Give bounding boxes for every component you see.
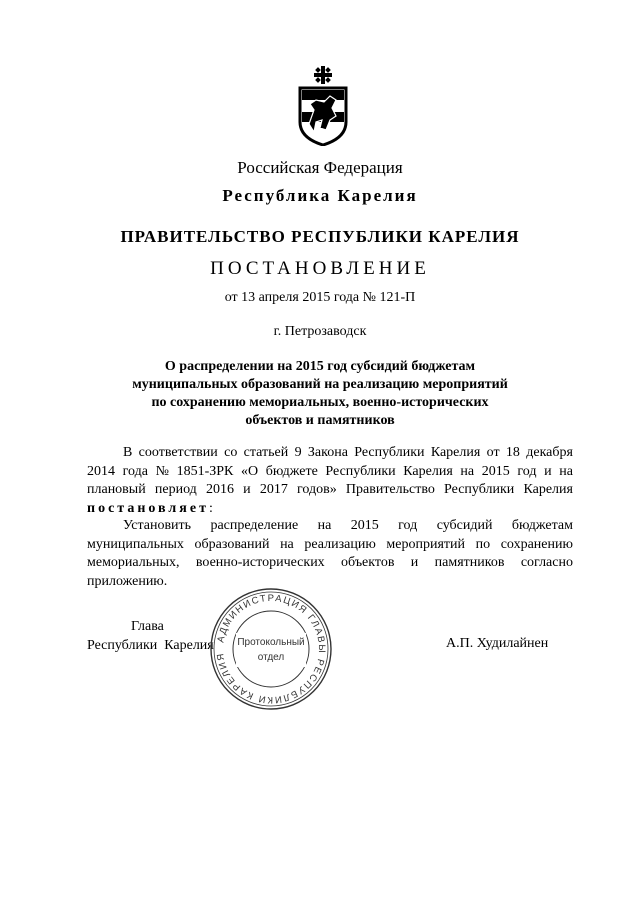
- word: «О: [241, 463, 259, 479]
- word: 9: [294, 445, 302, 460]
- word: Карелия: [403, 463, 453, 479]
- word: на: [559, 463, 573, 479]
- paragraph-line: [87, 444, 573, 463]
- subject-line: по сохранению мемориальных, военно-исторических: [151, 395, 489, 410]
- body-paragraph-2: [87, 517, 573, 591]
- document-city: г. Петрозаводск: [273, 324, 367, 339]
- word: Правительство: [345, 482, 435, 497]
- word: год: [517, 463, 537, 479]
- word: образований: [194, 536, 270, 552]
- word: Закона: [307, 445, 348, 460]
- paragraph-line: [87, 500, 573, 519]
- word: на: [280, 536, 294, 552]
- word: со: [224, 445, 238, 460]
- word: и: [243, 482, 251, 497]
- word: мероприятий: [386, 536, 465, 552]
- word: от: [486, 445, 500, 460]
- word: годов»: [296, 482, 337, 497]
- word: и: [410, 555, 419, 570]
- government-title: ПРАВИТЕЛЬСТВО РЕСПУБЛИКИ КАРЕЛИЯ: [120, 227, 520, 246]
- word: Республики: [444, 482, 515, 497]
- paragraph-line: [87, 536, 573, 555]
- word: реализацию: [304, 536, 376, 552]
- paragraph-line: [87, 517, 573, 536]
- stamp-center-line: отдел: [257, 652, 285, 663]
- subject-line: муниципальных образований на реализацию мероприятий: [132, 377, 508, 392]
- word: и: [544, 463, 552, 479]
- word: 2014: [87, 463, 115, 479]
- word: согласно: [520, 555, 573, 570]
- word: период: [154, 482, 197, 497]
- paragraph-line: [87, 463, 573, 482]
- word: год: [398, 518, 418, 533]
- word: №: [155, 463, 169, 479]
- word: военно-исторических: [195, 555, 325, 570]
- signatory-name: А.П. Худилайнен: [446, 636, 549, 651]
- word: по: [475, 536, 491, 552]
- word: 1851-ЗРК: [176, 463, 234, 479]
- word: мемориальных,: [87, 555, 180, 570]
- word: Республики: [325, 463, 396, 479]
- word: Карелия: [523, 482, 573, 497]
- word: бюджетам: [511, 518, 573, 533]
- word: Карелия: [430, 445, 481, 460]
- word: плановый: [87, 482, 146, 497]
- decree-colon: :: [208, 500, 213, 516]
- word: на: [460, 463, 475, 479]
- word: распределение: [210, 518, 299, 533]
- body-paragraph-1: [87, 444, 573, 518]
- word: 2017: [259, 482, 288, 497]
- word: статьей: [243, 445, 289, 460]
- word: Республики: [354, 445, 425, 460]
- word: Установить: [123, 518, 192, 533]
- signatory-title-line: Глава: [131, 619, 164, 634]
- federation-label: Российская Федерация: [237, 158, 403, 177]
- word: муниципальных: [87, 536, 184, 552]
- subject-line: О распределении на 2015 год субсидий бюджетам: [164, 359, 476, 374]
- word: сохранению: [500, 536, 573, 552]
- paragraph-line: приложению.: [87, 573, 168, 589]
- document-date-number: от 13 апреля 2015 года № 121-П: [224, 290, 416, 305]
- word: декабря: [526, 445, 573, 460]
- paragraph-line: [87, 481, 573, 500]
- republic-label: Республика Карелия: [222, 186, 418, 205]
- coat-of-arms-emblem: [296, 66, 350, 146]
- word: соответствии: [138, 445, 218, 460]
- word: на: [317, 518, 332, 533]
- word: года: [122, 463, 148, 479]
- signatory-title-line: Республики Карелия: [87, 638, 214, 653]
- word: 2015: [481, 463, 510, 479]
- word: субсидий: [436, 518, 493, 533]
- stamp-ring-text: АДМИНИСТРАЦИЯ ГЛАВЫ РЕСПУБЛИКИ КАРЕЛИЯ: [214, 592, 328, 706]
- paragraph-line: [87, 554, 573, 573]
- word: объектов: [341, 555, 395, 570]
- signatory-title: [87, 617, 214, 655]
- word: 2015: [350, 518, 379, 533]
- official-stamp: [208, 586, 334, 712]
- stamp-center-line: Протокольный: [237, 637, 305, 648]
- word: 18: [505, 445, 520, 460]
- word: 2016: [205, 482, 234, 497]
- subject-line: объектов и памятников: [245, 413, 395, 428]
- word: В: [123, 445, 133, 460]
- document-type: ПОСТАНОВЛЕНИЕ: [210, 258, 430, 279]
- decree-word: постановляет: [87, 500, 209, 516]
- word: бюджете: [265, 463, 318, 479]
- word: памятников: [434, 555, 505, 570]
- document-subject: [0, 358, 640, 430]
